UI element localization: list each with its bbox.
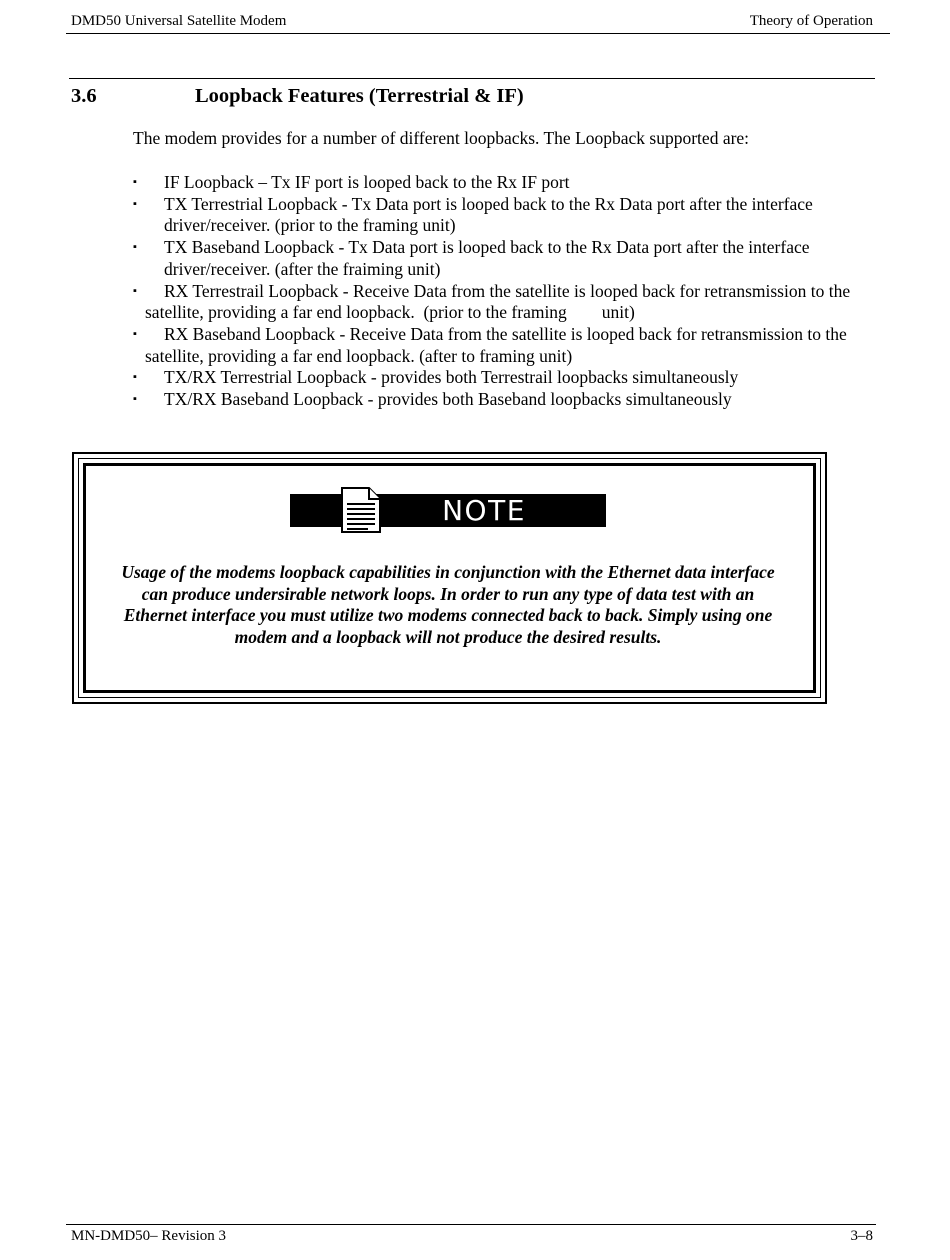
bullet-marker: ▪	[133, 197, 137, 210]
list-item	[133, 172, 873, 194]
list-item-text: RX Terrestrail Loopback - Receive Data from the satellite is looped back for retransmission to the satellite, providing a far end loopback. (prior to the framing unit)	[145, 280, 855, 323]
page-number: 3–8	[850, 1228, 873, 1244]
list-item	[133, 324, 873, 367]
list-item-text: TX/RX Baseband Loopback - provides both Baseband loopbacks simultaneously	[164, 389, 732, 410]
bullet-marker: ▪	[133, 371, 137, 384]
note-text: Usage of the modems loopback capabilities in conjunction with the Ethernet data interface can produce undersirable network loops. In order to run any type of data test with an Ethernet interface you must utilize two modems connected back to back. Simply using one modem and a loopback will not produce the desired results.	[121, 562, 775, 647]
header-document-title: DMD50 Universal Satellite Modem	[71, 13, 287, 29]
list-item	[133, 367, 873, 389]
intro-paragraph: The modem provides for a number of different loopbacks. The Loopback supported are:	[133, 128, 750, 148]
list-item	[133, 389, 873, 411]
bullet-marker: ▪	[133, 176, 137, 188]
list-item	[133, 237, 873, 280]
header-rule	[66, 33, 890, 34]
header-chapter-title: Theory of Operation	[749, 13, 873, 29]
loopback-list	[133, 172, 873, 411]
footer-revision: MN-DMD50– Revision 3	[71, 1228, 227, 1244]
bullet-marker: ▪	[133, 284, 137, 297]
bullet-marker: ▪	[133, 241, 137, 254]
list-item-text: TX Baseband Loopback - Tx Data port is looped back to the Rx Data port after the interface driver/receiver. (after the fraiming unit)	[164, 237, 810, 279]
list-item-text: TX Terrestrial Loopback - Tx Data port is looped back to the Rx Data port after the interface driver/receiver. (prior to the framing unit)	[164, 193, 813, 236]
list-item-text: RX Baseband Loopback - Receive Data from the satellite is looped back for retransmission to the satellite, providing a far end loopback. (after to framing unit)	[145, 323, 847, 366]
bullet-marker: ▪	[133, 393, 137, 406]
document-icon	[338, 485, 384, 535]
footer-rule	[66, 1224, 876, 1225]
section-number: 3.6	[71, 85, 97, 107]
list-item-text: IF Loopback – Tx IF port is looped back to the Rx IF port	[164, 172, 570, 192]
note-label: NOTE	[442, 494, 526, 527]
bullet-marker: ▪	[133, 327, 137, 340]
section-title: Loopback Features (Terrestrial & IF)	[195, 85, 524, 107]
list-item	[133, 194, 873, 237]
list-item-text: TX/RX Terrestrial Loopback - provides both Terrestrail loopbacks simultaneously	[164, 367, 739, 388]
list-item	[133, 281, 873, 324]
section-rule	[69, 78, 875, 79]
